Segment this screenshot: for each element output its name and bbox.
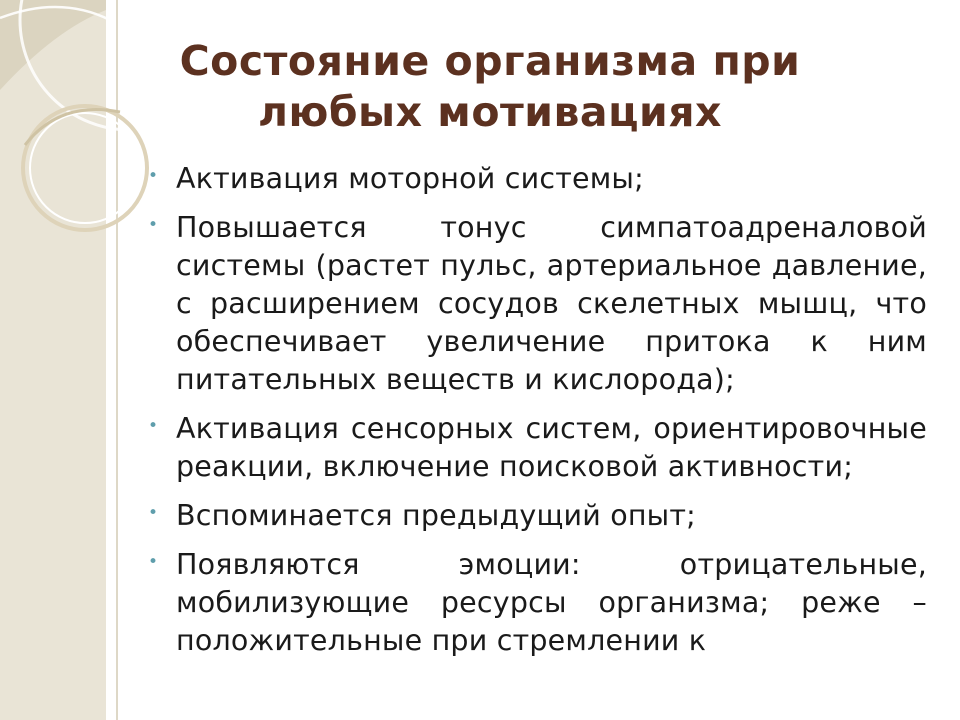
bullet-text: Активация моторной системы;: [176, 162, 644, 195]
bullet-text: Появляются эмоции: отрицательные, мобилизующие ресурсы организма; реже – положительные при стремлении к: [176, 548, 927, 657]
bullet-text: Повышается тонус симпатоадреналовой системы (растет пульс, артериальное давление, с расширением сосудов скелетных мышц, что обеспечивает увеличение притока к ним питательных веществ и кислорода);: [176, 211, 927, 396]
bullet-dot-icon: •: [148, 552, 159, 572]
bullet-text: Вспоминается предыдущий опыт;: [176, 499, 696, 532]
list-item: [146, 497, 927, 535]
bullet-dot-icon: •: [148, 416, 159, 436]
bullet-text: Активация сенсорных систем, ориентировочные реакции, включение поисковой активности;: [176, 412, 927, 483]
list-item: [146, 209, 927, 399]
slide-title: Состояние организма при любых мотивациях: [179, 37, 801, 136]
bullet-dot-icon: •: [148, 215, 159, 235]
list-item: [146, 160, 927, 198]
bullet-list: [146, 160, 927, 671]
bullet-dot-icon: •: [148, 503, 159, 523]
bullet-dot-icon: •: [148, 166, 159, 186]
list-item: [146, 410, 927, 486]
list-item: [146, 546, 927, 660]
